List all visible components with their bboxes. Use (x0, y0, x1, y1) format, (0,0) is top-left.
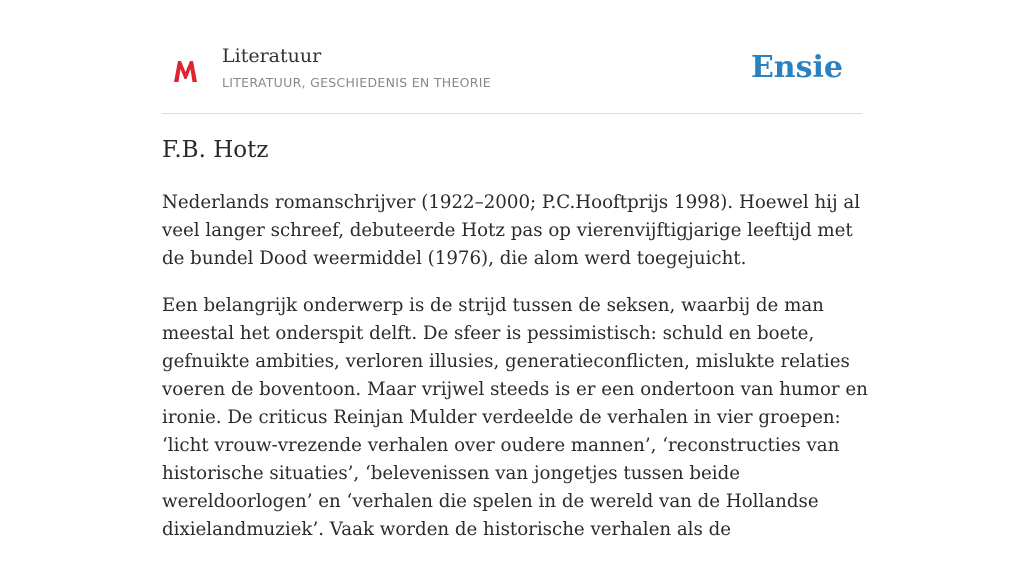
article-body (162, 189, 868, 563)
article-paragraph-1: Nederlands romanschrijver (1922–2000; P.C.Hooftprijs 1998). Hoewel hij al veel langer schreef, debuteerde Hotz pas op vierenvijftigjarige leeftijd met de bundel Dood weermiddel (1976), die alom werd toegejuicht. (162, 192, 861, 269)
article-title: F.B. Hotz (162, 137, 269, 163)
book-title[interactable]: Literatuur (222, 45, 322, 67)
book-subtitle: LITERATUUR, GESCHIEDENIS EN THEORIE (222, 75, 491, 90)
ensie-logo-link[interactable]: Ensie (750, 50, 843, 85)
m-logo-icon[interactable] (172, 58, 200, 84)
page (162, 0, 868, 540)
article-paragraph-2: Een belangrijk onderwerp is de strijd tussen de seksen, waarbij de man meestal het onderspit delft. De sfeer is pessimistisch: schuld en boete, gefnuikte ambities, verloren illusies, generatieconflicten, mislukte relaties voeren de boventoon. Maar vrijwel steeds is er een ondertoon van humor en ironie. De criticus Reinjan Mulder verdeelde de verhalen in vier groepen: ‘licht vrouw-vrezende verhalen over oudere mannen’, ‘reconstructies van historische situaties’, ‘belevenissen van jongetjes tussen beide wereldoorlogen’ en ‘verhalen die spelen in de wereld van de Hollandse dixielandmuziek’. Vaak worden de historische verhalen als de (162, 295, 868, 540)
site-header (162, 0, 862, 114)
m-logo-svg (172, 58, 200, 84)
